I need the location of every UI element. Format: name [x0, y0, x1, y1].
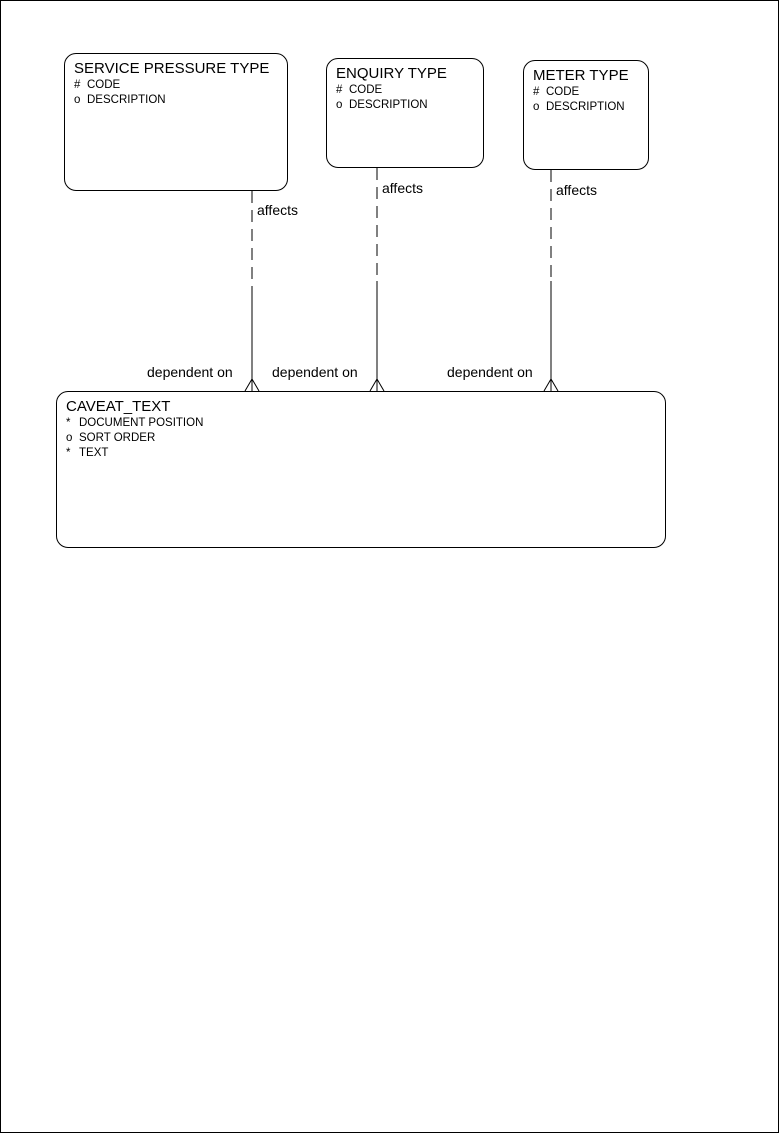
attribute-name: TEXT: [79, 447, 109, 459]
attribute-marker: *: [66, 447, 71, 459]
relationship-label-affects-2: affects: [382, 180, 423, 196]
relationship-label-dependent-on-3: dependent on: [447, 364, 533, 380]
entity-title: METER TYPE: [533, 67, 629, 84]
entity-attribute: [66, 446, 665, 461]
attribute-name: CODE: [349, 84, 383, 96]
entity-title: SERVICE PRESSURE TYPE: [74, 60, 270, 77]
attribute-marker: o: [66, 432, 73, 444]
relationship-label-affects-3: affects: [556, 182, 597, 198]
attribute-name: CODE: [546, 86, 580, 98]
attribute-name: DOCUMENT POSITION: [79, 417, 204, 429]
relationship-line-service-pressure-type: [245, 191, 259, 391]
entity-attribute: [533, 85, 648, 100]
attribute-name: DESCRIPTION: [87, 94, 166, 106]
attribute-marker: o: [533, 101, 540, 113]
relationship-label-dependent-on-2: dependent on: [272, 364, 358, 380]
relationship-label-affects-1: affects: [257, 202, 298, 218]
attribute-marker: #: [336, 84, 343, 96]
entity-service-pressure-type: [64, 53, 288, 191]
relationship-label-dependent-on-1: dependent on: [147, 364, 233, 380]
entity-enquiry-type: [326, 58, 484, 168]
attribute-marker: #: [74, 79, 81, 91]
entity-attribute: [336, 98, 483, 113]
entity-attribute: [336, 83, 483, 98]
relationship-line-enquiry-type: [370, 168, 384, 391]
attribute-marker: #: [533, 86, 540, 98]
attribute-marker: o: [336, 99, 343, 111]
entity-attribute: [66, 431, 665, 446]
attribute-marker: *: [66, 417, 71, 429]
entity-attribute: [66, 416, 665, 431]
attribute-name: DESCRIPTION: [546, 101, 625, 113]
entity-caveat-text: [56, 391, 666, 548]
entity-attribute: [533, 100, 648, 115]
entity-title: CAVEAT_TEXT: [66, 398, 171, 415]
attribute-marker: o: [74, 94, 81, 106]
entity-meter-type: [523, 60, 649, 170]
relationship-line-meter-type: [544, 170, 558, 391]
entity-attribute: [74, 78, 287, 93]
entity-attribute: [74, 93, 287, 108]
attribute-name: SORT ORDER: [79, 432, 156, 444]
attribute-name: DESCRIPTION: [349, 99, 428, 111]
entity-title: ENQUIRY TYPE: [336, 65, 447, 82]
attribute-name: CODE: [87, 79, 121, 91]
